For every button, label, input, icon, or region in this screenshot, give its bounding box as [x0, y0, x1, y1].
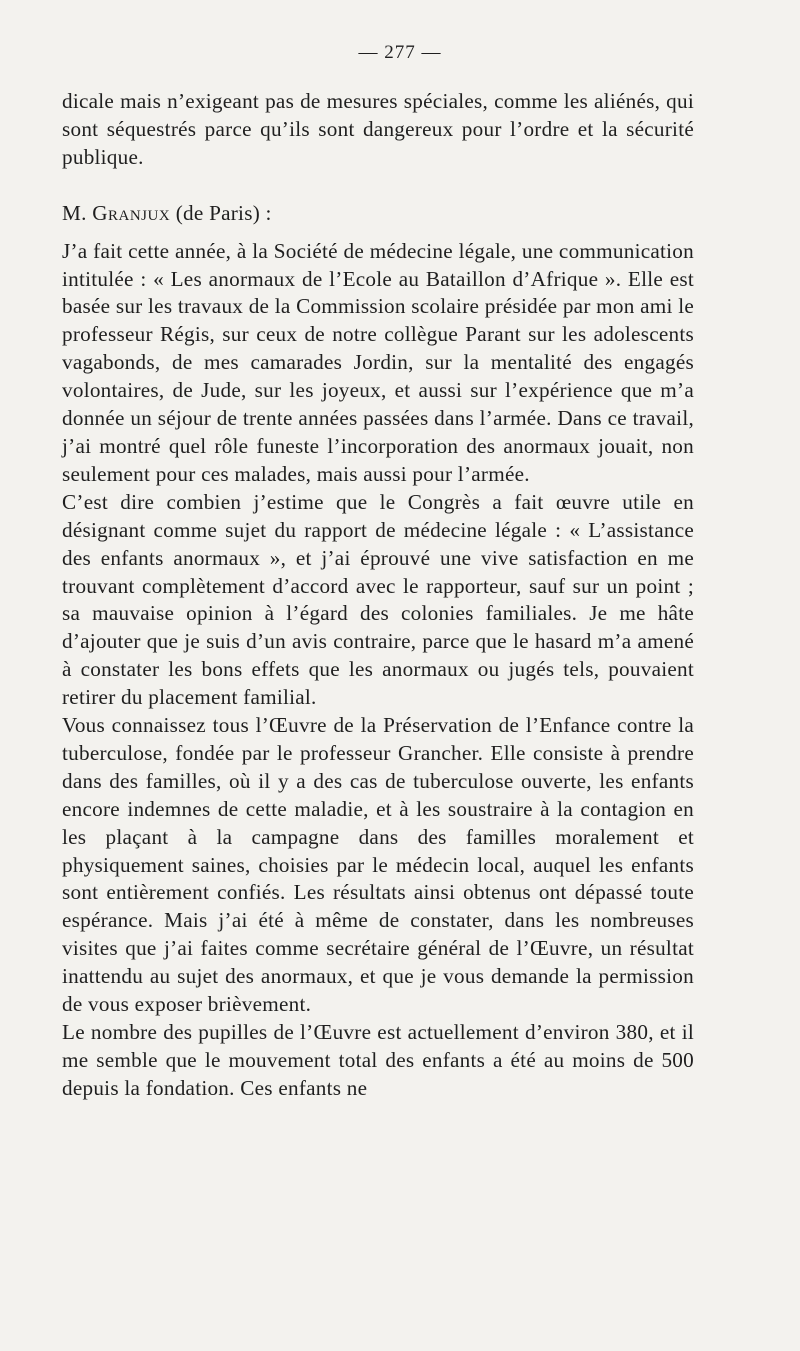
body-text — [62, 88, 694, 1103]
paragraph: C’est dire combien j’estime que le Congrès a fait œuvre utile en désignant comme sujet du rapport de médecine légale : « L’assistance des enfants anormaux », et j’ai éprouvé une vive satisfaction en me trouvant complètement d’accord avec le rapporteur, sauf sur un point ; sa mauvaise opinion à l’égard des colonies familiales. Je me hâte d’ajouter que je suis d’un avis contraire, parce que le hasard m’a amené à constater les bons effets que les anormaux ou jugés tels, pouvaient retirer du placement familial. — [62, 489, 694, 710]
paragraph: J’a fait cette année, à la Société de médecine légale, une communication intitulée : « Les anormaux de l’Ecole au Bataillon d’Afrique ». Elle est basée sur les travaux de la Commission scolaire présidée par mon ami le professeur Régis, sur ceux de notre collègue Parant sur les adolescents vagabonds, de mes camarades Jordin, sur la mentalité des engagés volontaires, de Jude, sur les joyeux, et aussi sur l’expérience que m’a donnée un séjour de trente années passées dans l’armée. Dans ce travail, j’ai montré quel rôle funeste l’incorporation des anormaux jouait, non seulement pour ces malades, mais aussi pour l’armée. — [62, 238, 695, 486]
paragraph-continuation: dicale mais n’exigeant pas de mesures spéciales, comme les aliénés, qui sont séquestrés parce qu’ils sont dangereux pour l’ordre et la sécurité publique. — [62, 89, 694, 169]
speaker-origin: (de Paris) : — [175, 200, 272, 225]
speaker-title: M. — [62, 200, 87, 225]
paragraph: Le nombre des pupilles de l’Œuvre est actuellement d’environ 380, et il me semble que le mouvement total des enfants a été au moins de 500 depuis la fondation. Ces enfants ne — [62, 1020, 694, 1100]
speaker-name: Granjux — [92, 200, 171, 225]
paragraph: Vous connaissez tous l’Œuvre de la Préservation de l’Enfance contre la tuberculose, fondée par le professeur Grancher. Elle consiste à prendre dans des familles, où il y a des cas de tuberculose ouverte, les enfants encore indemnes de cette maladie, et à les soustraire à la contagion en les plaçant à la campagne dans des familles moralement et physiquement saines, choisies par le médecin local, auquel les enfants sont entièrement confiés. Les résultats ainsi obtenus ont dépassé toute espérance. Mais j’ai été à même de constater, dans les nombreuses visites que j’ai faites comme secrétaire général de l’Œuvre, un résultat inattendu au sujet des anormaux, et que je vous demande la permission de vous exposer brièvement. — [62, 713, 694, 1017]
page-number: — 277 — — [358, 42, 442, 63]
speaker-heading — [62, 200, 694, 228]
